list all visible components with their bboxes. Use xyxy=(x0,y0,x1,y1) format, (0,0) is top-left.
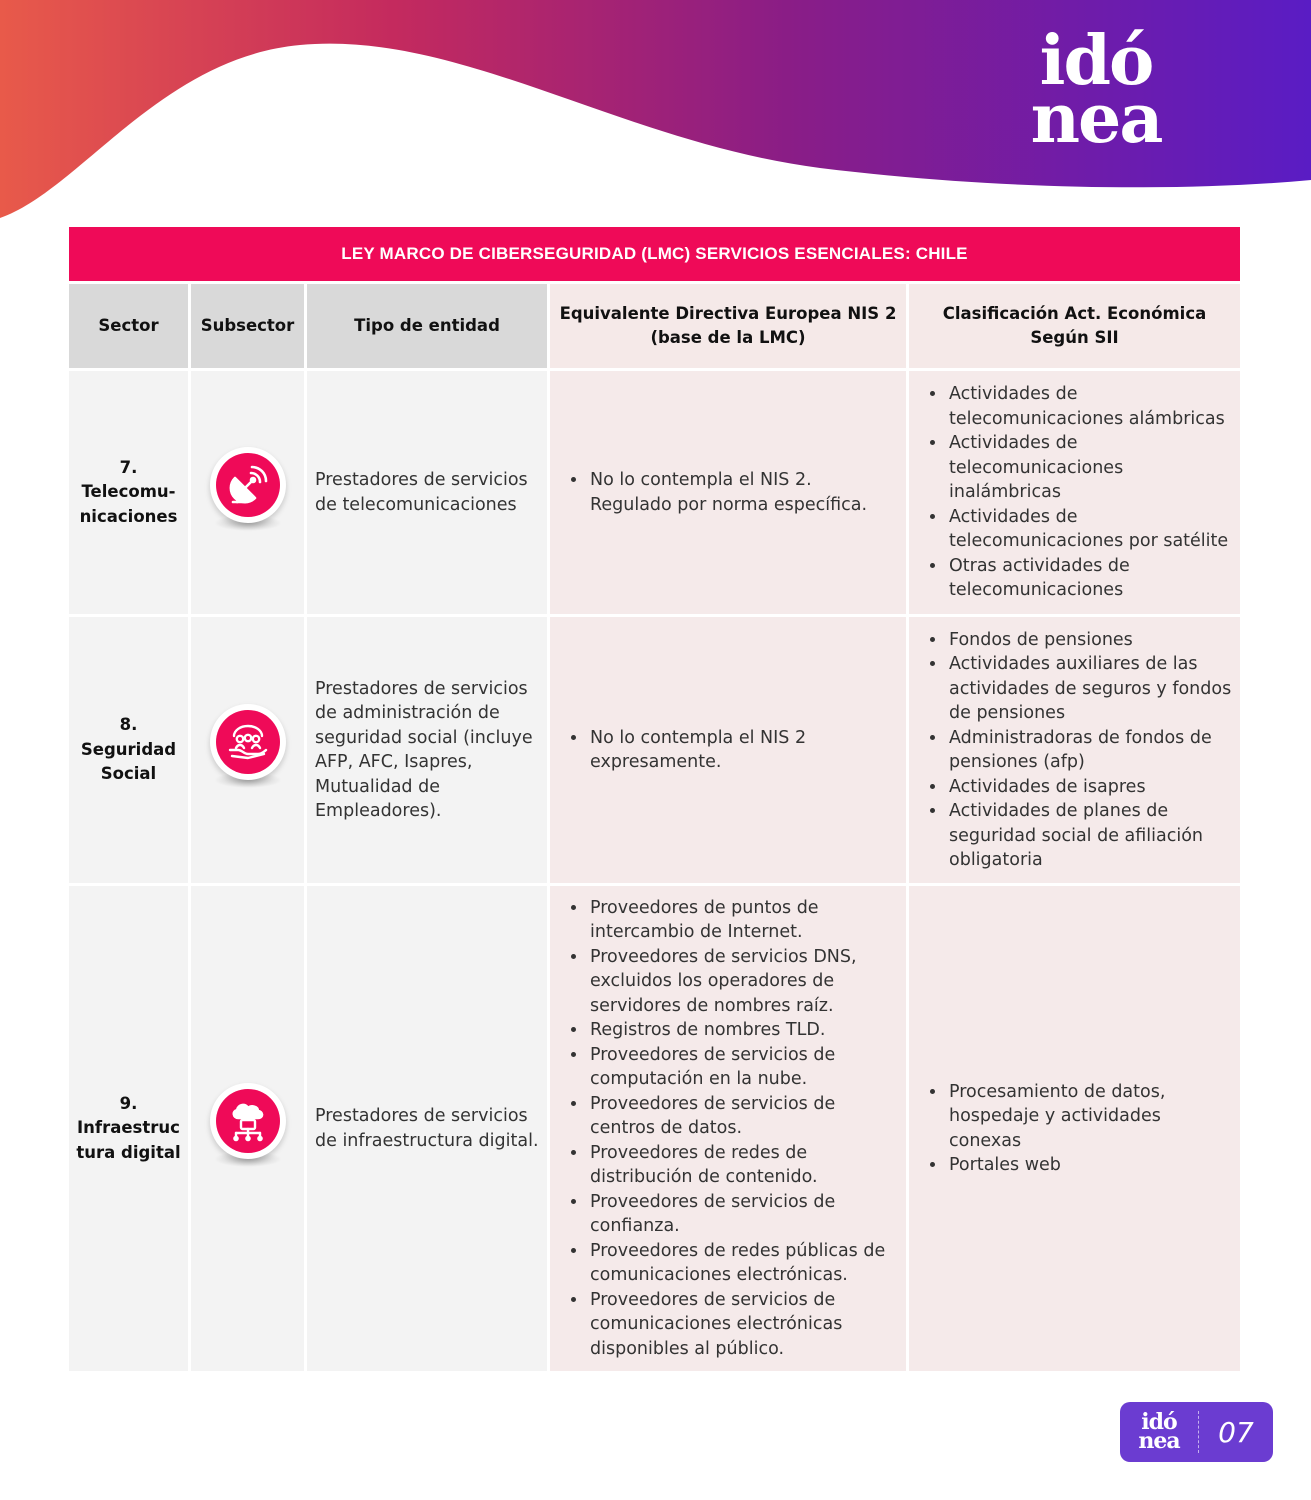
classification-list xyxy=(925,1080,1234,1178)
list-item: • No lo contempla el NIS 2 expresamente. xyxy=(588,726,896,775)
list-item: • Portales web xyxy=(947,1153,1234,1178)
list-item: • Fondos de pensiones xyxy=(947,628,1234,653)
list-item: • Proveedores de servicios de confianza. xyxy=(588,1190,896,1239)
header-classification-line1: Clasificación Act. Económica xyxy=(942,304,1207,323)
services-table xyxy=(69,227,1240,1371)
header-subsector: Subsector xyxy=(191,284,304,368)
equivalent-list xyxy=(566,726,896,775)
list-item: • Proveedores de puntos de intercambio de Internet. xyxy=(588,896,896,945)
sector-number: 9. xyxy=(119,1093,138,1113)
header-classification xyxy=(909,284,1240,368)
header-classification-line2: Según SII xyxy=(1030,328,1119,347)
list-item: • Proveedores de redes de distribución de contenido. xyxy=(588,1141,896,1190)
logo-line-2: nea xyxy=(1030,79,1162,159)
entity-cell: Prestadores de servicios de telecomunicaciones xyxy=(307,371,547,614)
sector-cell xyxy=(69,371,188,614)
subsector-cell xyxy=(191,886,304,1371)
subsector-icon-badge xyxy=(208,1081,288,1177)
classification-list xyxy=(925,382,1234,603)
list-item: • Actividades de isapres xyxy=(947,775,1234,800)
footer-logo xyxy=(1120,1409,1198,1454)
list-item: • Proveedores de redes públicas de comunicaciones electrónicas. xyxy=(588,1239,896,1288)
entity-cell: Prestadores de servicios de infraestructura digital. xyxy=(307,886,547,1371)
sector-name-part1: Telecomu- xyxy=(81,482,176,502)
page-number: 07 xyxy=(1218,1415,1254,1449)
equivalent-cell xyxy=(550,371,906,614)
header-equivalent-line2: (base de la LMC) xyxy=(650,328,806,347)
classification-cell xyxy=(909,886,1240,1371)
footer-logo-line-1: idó xyxy=(1141,1409,1177,1435)
list-item: • Proveedores de servicios de comunicaciones electrónicas disponibles al público. xyxy=(588,1288,896,1362)
family-hand-icon xyxy=(216,710,280,774)
brand-logo xyxy=(1021,21,1171,159)
classification-list xyxy=(925,628,1234,873)
sector-number: 8. xyxy=(119,715,138,735)
classification-cell xyxy=(909,617,1240,883)
subsector-cell xyxy=(191,617,304,883)
list-item: • Proveedores de servicios DNS, excluidos los operadores de servidores de nombres raíz. xyxy=(588,945,896,1019)
equivalent-cell xyxy=(550,617,906,883)
header-entity: Tipo de entidad xyxy=(307,284,547,368)
subsector-cell xyxy=(191,371,304,614)
header-equivalent xyxy=(550,284,906,368)
list-item: • Actividades auxiliares de las actividades de seguros y fondos de pensiones xyxy=(947,652,1234,726)
footer-logo-line-2: nea xyxy=(1138,1428,1180,1454)
list-item: • Actividades de planes de seguridad social de afiliación obligatoria xyxy=(947,799,1234,873)
list-item: • Proveedores de servicios de centros de datos. xyxy=(588,1092,896,1141)
equivalent-list xyxy=(566,896,896,1362)
list-item: • Registros de nombres TLD. xyxy=(588,1018,896,1043)
list-item: • Proveedores de servicios de computación en la nube. xyxy=(588,1043,896,1092)
equivalent-list xyxy=(566,468,896,517)
subsector-icon-badge xyxy=(208,702,288,798)
list-item: • Actividades de telecomunicaciones inalámbricas xyxy=(947,431,1234,505)
subsector-icon-badge xyxy=(208,445,288,541)
list-item: • Procesamiento de datos, hospedaje y actividades conexas xyxy=(947,1080,1234,1154)
sector-number: 7. xyxy=(119,457,138,477)
list-item: • No lo contempla el NIS 2. Regulado por norma específica. xyxy=(588,468,896,517)
page-number-badge xyxy=(1120,1402,1273,1462)
cloud-network-icon xyxy=(216,1089,280,1153)
sector-cell xyxy=(69,617,188,883)
list-item: • Actividades de telecomunicaciones alámbricas xyxy=(947,382,1234,431)
sector-name-part2: tura digital xyxy=(76,1142,181,1162)
logo-line-1: idó xyxy=(1039,21,1153,101)
sector-cell xyxy=(69,886,188,1371)
sector-name-part2: nicaciones xyxy=(79,506,178,526)
table-title: LEY MARCO DE CIBERSEGURIDAD (LMC) SERVICIOS ESENCIALES: CHILE xyxy=(69,227,1240,281)
header-equivalent-line1: Equivalente Directiva Europea NIS 2 xyxy=(559,304,897,323)
sector-name-part2: Social xyxy=(100,764,157,784)
entity-cell: Prestadores de servicios de administración de seguridad social (incluye AFP, AFC, Isapres, Mutualidad de Empleadores). xyxy=(307,617,547,883)
list-item: • Otras actividades de telecomunicaciones xyxy=(947,554,1234,603)
sector-name-part1: Infraestruc xyxy=(77,1118,180,1138)
list-item: • Administradoras de fondos de pensiones (afp) xyxy=(947,726,1234,775)
header-sector: Sector xyxy=(69,284,188,368)
sector-name-part1: Seguridad xyxy=(80,739,177,759)
satellite-dish-icon xyxy=(216,453,280,517)
classification-cell xyxy=(909,371,1240,614)
list-item: • Actividades de telecomunicaciones por satélite xyxy=(947,505,1234,554)
equivalent-cell xyxy=(550,886,906,1371)
table-grid xyxy=(69,284,1240,1371)
